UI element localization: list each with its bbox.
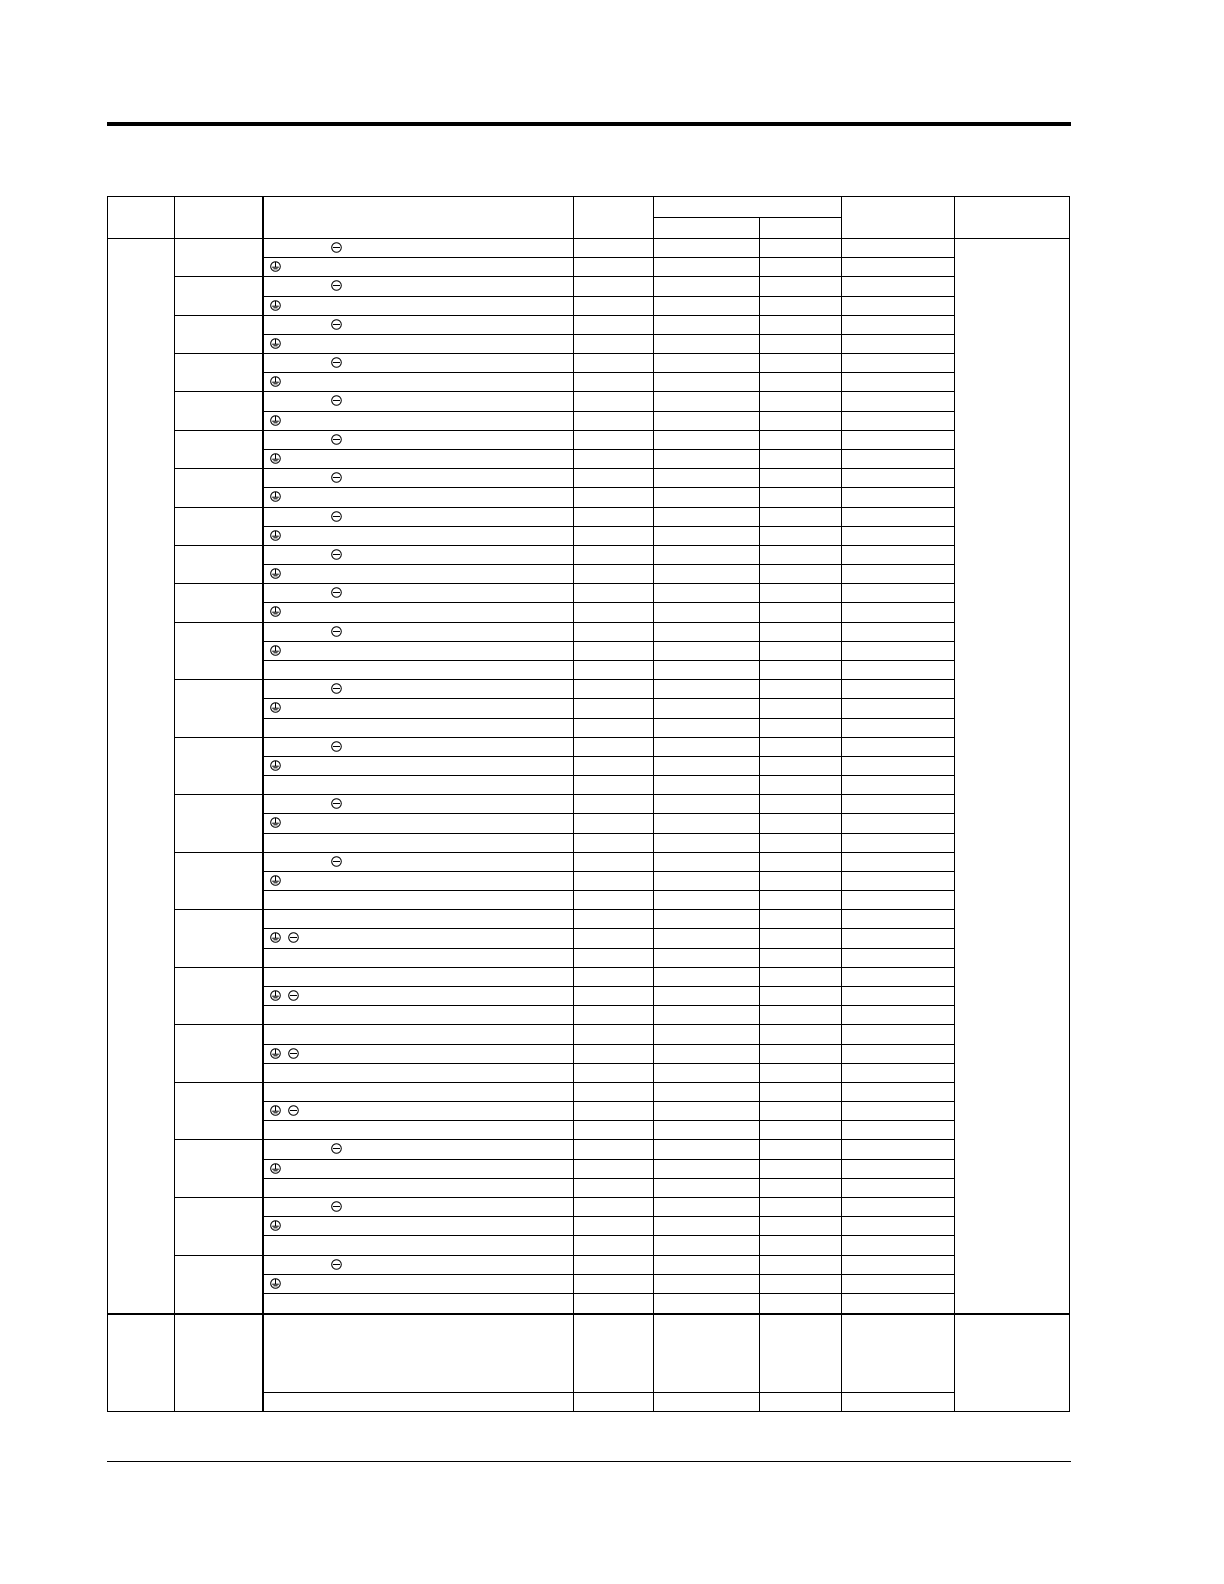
row-divider [174,1255,954,1256]
row-divider [262,411,954,412]
minus-icon [331,741,341,751]
row-divider [174,909,954,910]
row-divider [262,718,954,719]
minus-icon [288,932,298,942]
ground-icon [270,875,280,885]
row-divider [262,1235,954,1236]
row-divider [262,775,954,776]
row-divider [174,1024,954,1025]
minus-icon [331,1259,341,1269]
minus-icon [331,242,341,252]
minus-icon [331,434,341,444]
row-divider [174,852,954,853]
ground-icon [270,1163,280,1173]
row-divider [262,296,954,297]
row-divider [174,1082,954,1083]
row-divider [262,833,954,834]
table-right-border [1069,196,1070,1412]
row-divider [262,1392,954,1393]
header-bottom-border [107,238,1069,239]
row-divider [262,660,954,661]
column-divider [841,196,842,1411]
minus-icon [331,357,341,367]
row-divider [174,583,954,584]
row-divider [174,353,954,354]
ground-icon [270,932,280,942]
row-divider [262,487,954,488]
row-divider [174,391,954,392]
row-divider [262,1044,954,1045]
row-divider [174,737,954,738]
column-divider [653,196,654,1411]
ground-icon [270,338,280,348]
row-divider [262,1293,954,1294]
row-divider [262,564,954,565]
row-divider [262,948,954,949]
minus-icon [331,626,341,636]
row-divider [174,1139,954,1140]
ground-icon [270,530,280,540]
row-divider [262,698,954,699]
table-bottom-border [107,1411,1070,1412]
minus-icon [331,1201,341,1211]
minus-icon [331,856,341,866]
minus-icon [331,1143,341,1153]
ground-icon [270,300,280,310]
column-divider [759,217,760,1411]
ground-icon [270,760,280,770]
row-divider [262,756,954,757]
ground-icon [270,453,280,463]
ground-icon [270,415,280,425]
row-divider [262,1159,954,1160]
ground-icon [270,1105,280,1115]
row-divider [262,334,954,335]
row-divider [174,967,954,968]
ground-icon [270,568,280,578]
row-divider [262,1101,954,1102]
row-divider [262,449,954,450]
minus-icon [331,319,341,329]
ground-icon [270,1220,280,1230]
row-divider [174,430,954,431]
minus-icon [331,472,341,482]
row-divider [262,1120,954,1121]
row-divider [262,1178,954,1179]
column-divider [954,196,955,1411]
row-divider [174,622,954,623]
minus-icon [288,990,298,1000]
row-divider [174,545,954,546]
bottom-rule [107,1461,1071,1462]
row-divider [262,1005,954,1006]
minus-icon [331,549,341,559]
row-divider [174,315,954,316]
section-border [107,1313,1070,1315]
ground-icon [270,817,280,827]
row-divider [174,1197,954,1198]
ground-icon [270,645,280,655]
minus-icon [331,587,341,597]
column-divider [262,196,264,1411]
row-divider [262,641,954,642]
row-divider [262,372,954,373]
minus-icon [331,683,341,693]
row-divider [262,257,954,258]
row-divider [262,526,954,527]
top-rule [107,122,1071,126]
ground-icon [270,606,280,616]
minus-icon [331,395,341,405]
ground-icon [270,702,280,712]
row-divider [262,813,954,814]
column-divider [174,196,175,1411]
minus-icon [331,511,341,521]
ground-icon [270,376,280,386]
row-divider [262,602,954,603]
row-divider [262,1216,954,1217]
row-divider [174,794,954,795]
row-divider [174,276,954,277]
table-left-border [107,196,108,1412]
table-top-border [107,196,1069,197]
row-divider [262,1274,954,1275]
row-divider [174,507,954,508]
column-divider [573,196,574,1411]
minus-icon [288,1048,298,1058]
ground-icon [270,990,280,1000]
row-divider [262,871,954,872]
header-subdivider [653,217,841,218]
ground-icon [270,491,280,501]
ground-icon [270,261,280,271]
minus-icon [288,1105,298,1115]
row-divider [262,890,954,891]
ground-icon [270,1048,280,1058]
minus-icon [331,798,341,808]
row-divider [262,1063,954,1064]
row-divider [262,928,954,929]
row-divider [262,986,954,987]
minus-icon [331,280,341,290]
row-divider [174,468,954,469]
ground-icon [270,1278,280,1288]
row-divider [174,679,954,680]
